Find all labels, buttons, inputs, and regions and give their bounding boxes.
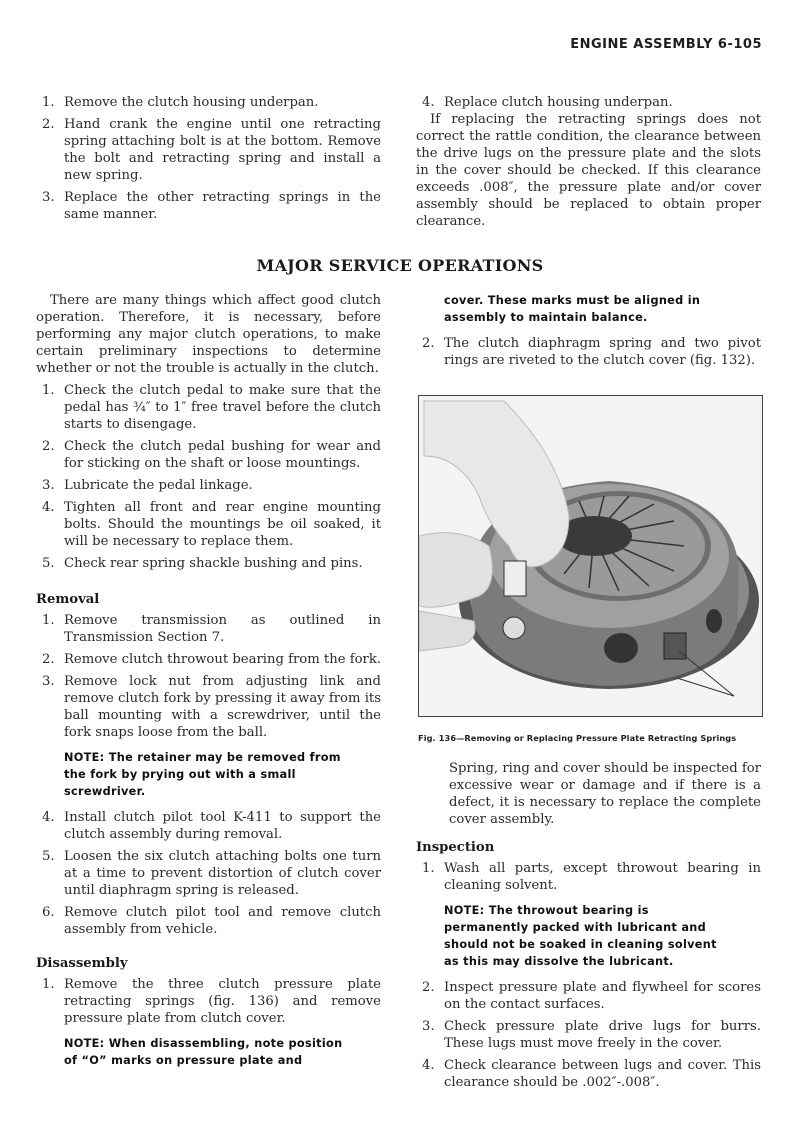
list-item: 3. Lubricate the pedal linkage.: [42, 478, 253, 493]
inspection-steps: [416, 860, 761, 894]
preliminary-steps: [36, 382, 381, 572]
right-column-lower: [416, 760, 761, 1096]
top-right-column: [416, 94, 761, 235]
list-item: 1. Remove the three clutch pressure plate retracting springs (fig. 136) and remove pressure plate from clutch cover.: [42, 977, 381, 1026]
list-item: 6. Remove clutch pilot tool and remove clutch assembly from vehicle.: [42, 905, 381, 937]
disassembly-steps-continued: [416, 335, 761, 369]
step-4-list: [416, 94, 761, 111]
list-item: 4. Install clutch pilot tool K-411 to support the clutch assembly during removal.: [42, 810, 381, 842]
intro-paragraph: There are many things which affect good clutch operation. Therefore, it is necessary, before performing any major clutch operations, to make certain preliminary inspections to determine whether or not the trouble is actually in the clutch.: [36, 293, 381, 376]
disassembly-steps: [36, 976, 381, 1027]
list-item: 1. Check the clutch pedal to make sure that the pedal has ¾″ to 1″ free travel before the clutch starts to disengage.: [42, 383, 381, 432]
list-item: 2. Hand crank the engine until one retracting spring attaching bolt is at the bottom. Remove the bolt and retracting spring and install a new spring.: [42, 117, 381, 183]
removal-steps-continued: [36, 809, 381, 938]
removal-steps: [36, 612, 381, 741]
list-item: 1. Remove transmission as outlined in Transmission Section 7.: [42, 613, 381, 645]
list-item: 1. Remove the clutch housing underpan.: [42, 95, 319, 110]
o-marks-note: NOTE: When disassembling, note position of “O” marks on pressure plate and: [64, 1037, 343, 1067]
list-item: 5. Loosen the six clutch attaching bolts one turn at a time to prevent distortion of clutch cover until diaphragm spring is released.: [42, 849, 381, 898]
list-item: 2. Inspect pressure plate and flywheel for scores on the contact surfaces.: [422, 980, 761, 1012]
removal-heading: Removal: [36, 592, 100, 607]
list-item: 4. Tighten all front and rear engine mounting bolts. Should the mountings be oil soaked, it will be necessary to replace them.: [42, 500, 381, 549]
list-item: 2. The clutch diaphragm spring and two pivot rings are riveted to the clutch cover (fig. 132).: [422, 336, 761, 368]
figure-caption: Fig. 136—Removing or Replacing Pressure Plate Retracting Springs: [418, 733, 737, 743]
o-marks-note-continued: cover. These marks must be aligned in assembly to maintain balance.: [444, 294, 701, 324]
list-item: 1. Wash all parts, except throwout bearing in cleaning solvent.: [422, 861, 761, 893]
list-item: 4. Replace clutch housing underpan.: [422, 95, 673, 110]
inspection-steps-continued: [416, 979, 761, 1091]
right-column-upper: [416, 292, 761, 374]
retracting-spring-steps: [36, 94, 381, 223]
figure-136-photo: [418, 395, 763, 717]
inspection-intro-paragraph: Spring, ring and cover should be inspected for excessive wear or damage and if there is a defect, it is necessary to replace the complete cover assembly.: [449, 761, 761, 827]
running-header: ENGINE ASSEMBLY 6-105: [570, 37, 762, 52]
list-item: 3. Check pressure plate drive lugs for burrs. These lugs must move freely in the cover.: [422, 1019, 761, 1051]
list-item: 5. Check rear spring shackle bushing and pins.: [42, 556, 363, 571]
top-left-column: [36, 94, 381, 228]
list-item: 4. Check clearance between lugs and cover. This clearance should be .002″-.008″.: [422, 1058, 761, 1090]
throwout-bearing-note: NOTE: The throwout bearing is permanently packed with lubricant and should not be soaked in cleaning solvent as this may dissolve the lubricant.: [444, 904, 717, 968]
list-item: 3. Replace the other retracting springs in the same manner.: [42, 190, 381, 222]
left-column: [36, 292, 381, 1078]
list-item: 2. Check the clutch pedal bushing for wear and for sticking on the shaft or loose mountings.: [42, 439, 381, 471]
disassembly-heading: Disassembly: [36, 956, 128, 971]
list-item: 3. Remove lock nut from adjusting link and remove clutch fork by pressing it away from its ball mounting with a screwdriver, until the fork snaps loose from the ball.: [42, 674, 381, 740]
clutch-cover-illustration: [419, 396, 762, 716]
inspection-heading: Inspection: [416, 840, 495, 855]
clearance-paragraph: If replacing the retracting springs does not correct the rattle condition, the clearance between the drive lugs on the pressure plate and the slots in the cover should be checked. If this clearance exceeds .008″, the pressure plate and/or cover assembly should be replaced to obtain proper clearance.: [416, 112, 761, 229]
list-item: 2. Remove clutch throwout bearing from the fork.: [42, 652, 382, 667]
retainer-note: NOTE: The retainer may be removed from the fork by prying out with a small screwdriver.: [64, 751, 341, 798]
section-title: MAJOR SERVICE OPERATIONS: [256, 256, 544, 275]
